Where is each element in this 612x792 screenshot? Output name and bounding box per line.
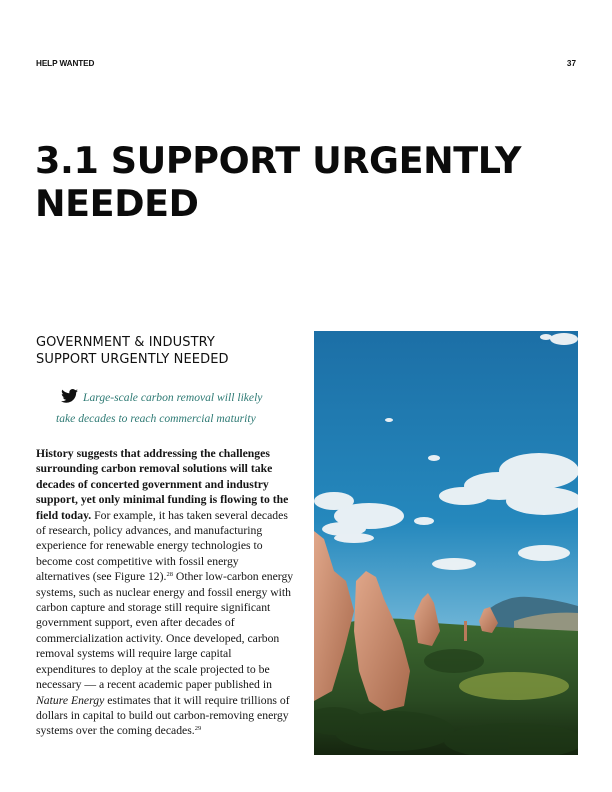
subheading-line-1: GOVERNMENT & INDUSTRY (36, 335, 215, 350)
lead-sentence: History suggests that addressing the challenges surrounding carbon removal solutions will take decades of concerted government and industry support, yet only minimal funding is flowing to the field today. (36, 447, 289, 522)
landscape-photo (314, 331, 578, 755)
footnote-ref-28[interactable]: 28 (166, 571, 173, 579)
journal-name: Nature Energy (36, 693, 105, 707)
tweetable-quote[interactable] (56, 388, 296, 428)
body-text-1: For example, it has taken several decades of research, policy advances, and manufacturing experience for renewable energy technologies to become cost competitive with fossil energy alternatives (see Figure 12). (36, 508, 288, 584)
running-head: HELP WANTED (36, 59, 95, 68)
body-text-2: Other low-carbon energy systems, such as nuclear energy and fossil energy with carbon capture and storage still require significant government support, even after decades of commercialization activity. Once developed, carbon removal systems will require large capital expenditures to deploy at the scale projected to be necessary — a recent academic paper published in (36, 570, 294, 692)
page-number: 37 (566, 59, 576, 68)
tweet-line-1: Large-scale carbon removal will likely (83, 391, 263, 404)
footnote-ref-29[interactable]: 29 (194, 725, 202, 733)
twitter-bird-icon[interactable] (61, 389, 78, 409)
section-title: 3.1 SUPPORT URGENTLY NEEDED (35, 139, 521, 225)
tweet-line-2: take decades to reach commercial maturity (56, 412, 256, 425)
body-text-3: estimates that it will require trillions of dollars in capital to build out carbon-removing energy systems over the coming decades. (36, 693, 290, 738)
subheading (36, 335, 296, 368)
body-paragraph (36, 446, 294, 739)
subheading-line-2: SUPPORT URGENTLY NEEDED (36, 351, 229, 367)
